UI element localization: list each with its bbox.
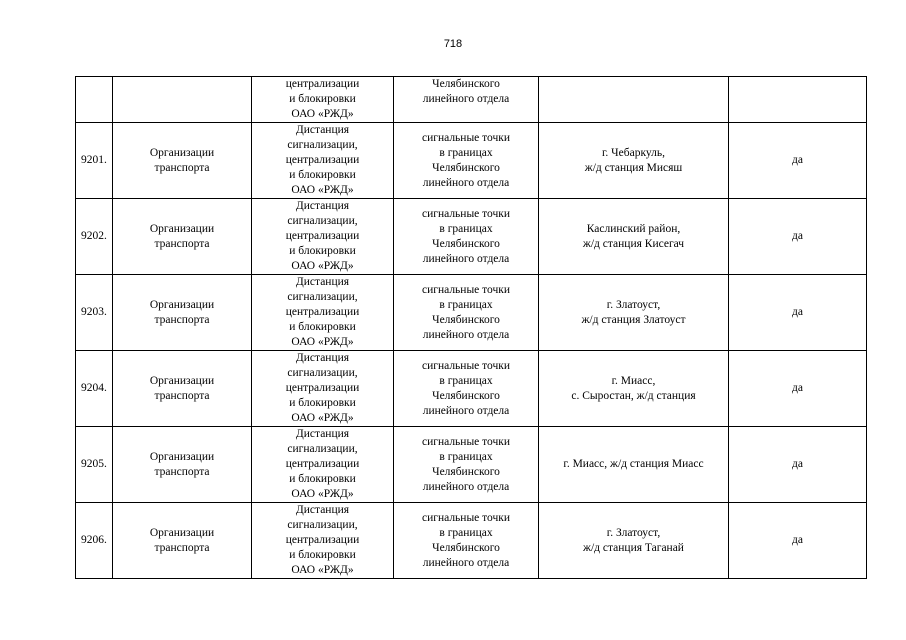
- document-table: [75, 76, 867, 579]
- cell-location: г. Златоуст, ж/д станция Таганай: [539, 503, 729, 579]
- cell-number: 9204.: [76, 351, 113, 427]
- cell-category: Организации транспорта: [113, 275, 252, 351]
- cell-flag: да: [729, 503, 867, 579]
- cell-flag: [729, 77, 867, 123]
- page-number: 718: [443, 38, 463, 50]
- cell-flag: да: [729, 199, 867, 275]
- continuation-row: [76, 77, 867, 123]
- table-row: [76, 427, 867, 503]
- cell-category: Организации транспорта: [113, 123, 252, 199]
- table-row: [76, 351, 867, 427]
- cell-organization: Дистанция сигнализации, централизации и блокировки ОАО «РЖД»: [252, 427, 394, 503]
- cell-location: Каслинский район, ж/д станция Кисегач: [539, 199, 729, 275]
- cell-category: Организации транспорта: [113, 199, 252, 275]
- cell-flag: да: [729, 123, 867, 199]
- cell-flag: да: [729, 275, 867, 351]
- cell-zone: Челябинского линейного отдела: [394, 77, 539, 123]
- cell-number: 9202.: [76, 199, 113, 275]
- table-row: [76, 199, 867, 275]
- cell-flag: да: [729, 351, 867, 427]
- cell-number: 9201.: [76, 123, 113, 199]
- cell-zone: сигнальные точки в границах Челябинского линейного отдела: [394, 123, 539, 199]
- table-row: [76, 275, 867, 351]
- cell-category: Организации транспорта: [113, 503, 252, 579]
- cell-zone: сигнальные точки в границах Челябинского линейного отдела: [394, 275, 539, 351]
- cell-organization: Дистанция сигнализации, централизации и блокировки ОАО «РЖД»: [252, 275, 394, 351]
- cell-category: [113, 77, 252, 123]
- cell-zone: сигнальные точки в границах Челябинского линейного отдела: [394, 503, 539, 579]
- cell-number: [76, 77, 113, 123]
- cell-flag: да: [729, 427, 867, 503]
- cell-number: 9203.: [76, 275, 113, 351]
- cell-location: г. Миасс, ж/д станция Миасс: [539, 427, 729, 503]
- cell-number: 9206.: [76, 503, 113, 579]
- cell-organization: Дистанция сигнализации, централизации и блокировки ОАО «РЖД»: [252, 199, 394, 275]
- cell-location: г. Златоуст, ж/д станция Златоуст: [539, 275, 729, 351]
- cell-organization: Дистанция сигнализации, централизации и блокировки ОАО «РЖД»: [252, 503, 394, 579]
- cell-zone: сигнальные точки в границах Челябинского линейного отдела: [394, 199, 539, 275]
- table-row: [76, 503, 867, 579]
- cell-location: г. Миасс, с. Сыростан, ж/д станция: [539, 351, 729, 427]
- cell-category: Организации транспорта: [113, 351, 252, 427]
- cell-organization: Дистанция сигнализации, централизации и блокировки ОАО «РЖД»: [252, 123, 394, 199]
- cell-zone: сигнальные точки в границах Челябинского линейного отдела: [394, 427, 539, 503]
- cell-location: [539, 77, 729, 123]
- cell-number: 9205.: [76, 427, 113, 503]
- cell-location: г. Чебаркуль, ж/д станция Мисяш: [539, 123, 729, 199]
- cell-organization: Дистанция сигнализации, централизации и блокировки ОАО «РЖД»: [252, 351, 394, 427]
- cell-zone: сигнальные точки в границах Челябинского линейного отдела: [394, 351, 539, 427]
- cell-category: Организации транспорта: [113, 427, 252, 503]
- table-row: [76, 123, 867, 199]
- cell-organization: централизации и блокировки ОАО «РЖД»: [252, 77, 394, 123]
